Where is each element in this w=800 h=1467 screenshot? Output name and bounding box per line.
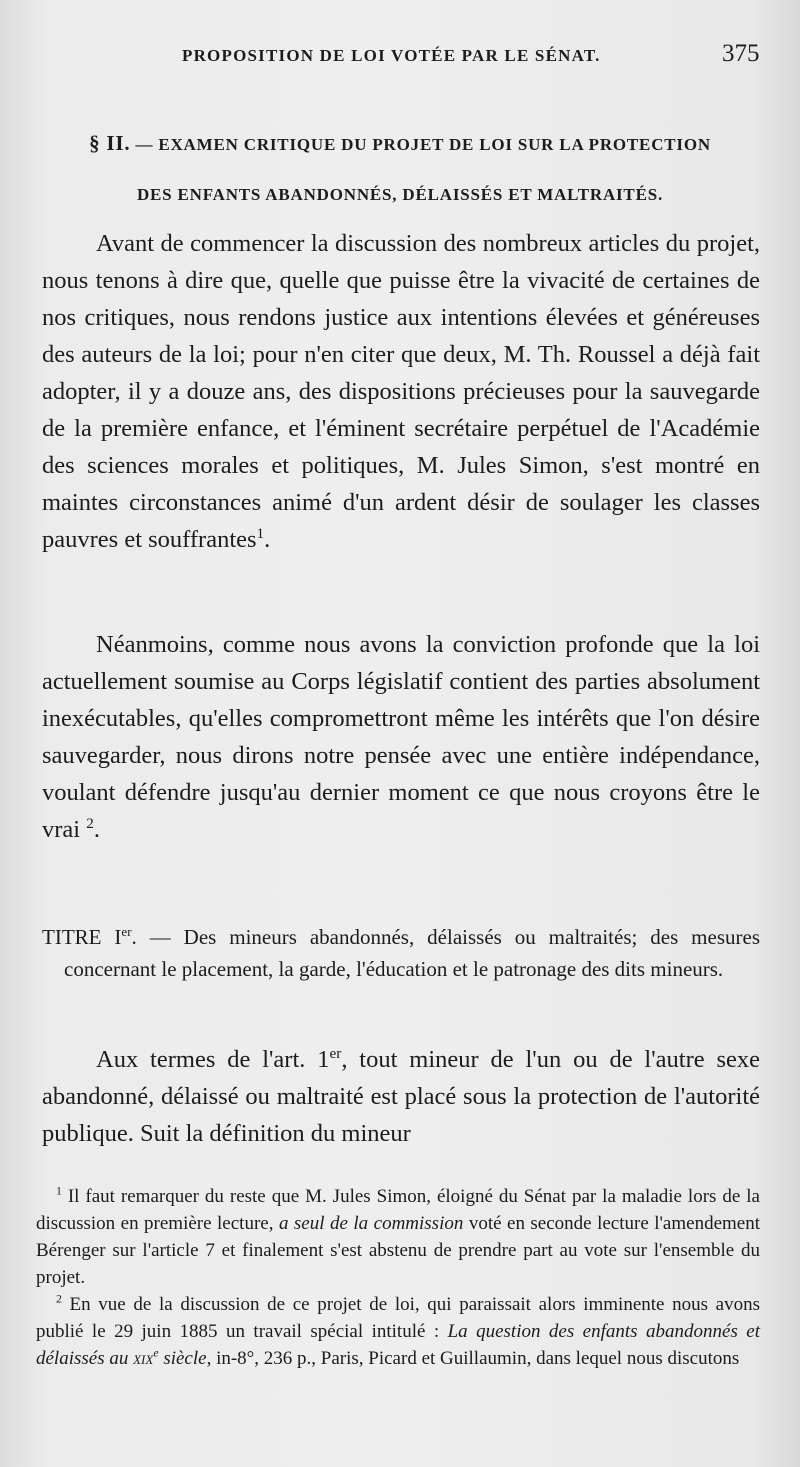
paragraph-2 — [42, 626, 760, 848]
titre-sup: er — [121, 924, 132, 939]
section-number: § II. — [89, 131, 131, 155]
footnotes — [36, 1183, 760, 1372]
footnote-1 — [36, 1183, 760, 1291]
footnote-2-text-b: in-8°, 236 p., Paris, Picard et Guillaumin, dans lequel nous discutons — [211, 1348, 740, 1369]
running-head — [0, 38, 800, 74]
footnote-2-century-sup: e — [153, 1346, 159, 1360]
footnote-2-title-a: La question des enfants abandonnés et délaissés au — [36, 1321, 760, 1369]
footnote-2-title-b: siècle, — [158, 1348, 212, 1369]
footnote-1-emphasis: a seul de la commission — [278, 1213, 464, 1234]
section-heading-line2: DES ENFANTS ABANDONNÉS, DÉLAISSÉS ET MALTRAITÉS. — [136, 185, 664, 204]
title-heading — [42, 921, 760, 985]
titre-label: TITRE I — [42, 925, 122, 949]
paragraph-1-end: . — [264, 526, 271, 553]
footnote-1-text-b: voté en seconde lecture l'amendement Bérenger sur l'article 7 et finalement s'est abstenu de prendre part au vote sur l'ensemble du projet. — [36, 1213, 760, 1288]
paragraph-3-text-b: , tout mineur de l'un ou de l'autre sexe abandonné, délaissé ou maltraité est placé sous la protection de l'autorité publique. Suit la définition du mineur — [42, 1046, 761, 1147]
paragraph-2-text: Néanmoins, comme nous avons la conviction profonde que la loi actuellement soumise au Corps législatif contient des parties absolument inexécutables, qu'elles compromettront même les intérêts que l'on désire sauvegarder, nous dirons notre pensée avec une entière indépendance, voulant défendre jusqu'au dernier moment ce que nous croyons être le vrai — [42, 631, 760, 843]
paragraph-3 — [42, 1041, 760, 1152]
section-heading-line1 — [40, 118, 760, 170]
footnote-1-mark: 1 — [56, 1184, 62, 1198]
paragraph-1-text: Avant de commencer la discussion des nombreux articles du projet, nous tenons à dire que, quelle que puisse être la vivacité de certaines de nos critiques, nous rendons justice aux intentions élevées et généreuses des auteurs de la loi; pour n'en citer que deux, M. Th. Roussel a déjà fait adopter, il y a douze ans, des dispositions précieuses pour la sauvegarde de la première enfance, et l'éminent secrétaire perpétuel de l'Académie des sciences morales et politiques, M. Jules Simon, s'est montré en maintes circonstances animé d'un ardent désir de soulager les classes pauvres et souffrantes — [42, 230, 760, 553]
titre-text: . — Des mineurs abandonnés, délaissés ou maltraités; des mesures concernant le placement, la garde, l'éducation et le patronage des dits mineurs. — [64, 925, 760, 981]
footnote-2 — [36, 1291, 760, 1372]
paragraph-3-text-a: Aux termes de l'art. 1 — [96, 1046, 330, 1073]
footnote-2-century: xix — [133, 1348, 154, 1369]
footnote-2-mark: 2 — [56, 1292, 62, 1306]
footnote-1-text-a: Il faut remarquer du reste que M. Jules Simon, éloigné du Sénat par la maladie lors de la discussion en première lecture, — [36, 1186, 760, 1234]
running-head-title: PROPOSITION DE LOI VOTÉE PAR LE SÉNAT. — [182, 46, 601, 65]
footnote-2-text-a: En vue de la discussion de ce projet de loi, qui paraissait alors imminente nous avons publié le 29 juin 1885 un travail spécial intitulé : — [36, 1294, 760, 1342]
footnote-ref-2: 2 — [86, 814, 94, 832]
section-heading — [40, 118, 760, 220]
footnote-ref-1: 1 — [256, 524, 265, 542]
paragraph-1 — [42, 225, 760, 558]
section-title-part1: — EXAMEN CRITIQUE DU PROJET DE LOI SUR LA PROTECTION — [135, 135, 711, 154]
paragraph-3-sup: er — [329, 1044, 342, 1062]
page-number: 375 — [722, 40, 760, 67]
paragraph-2-end: . — [93, 816, 100, 843]
